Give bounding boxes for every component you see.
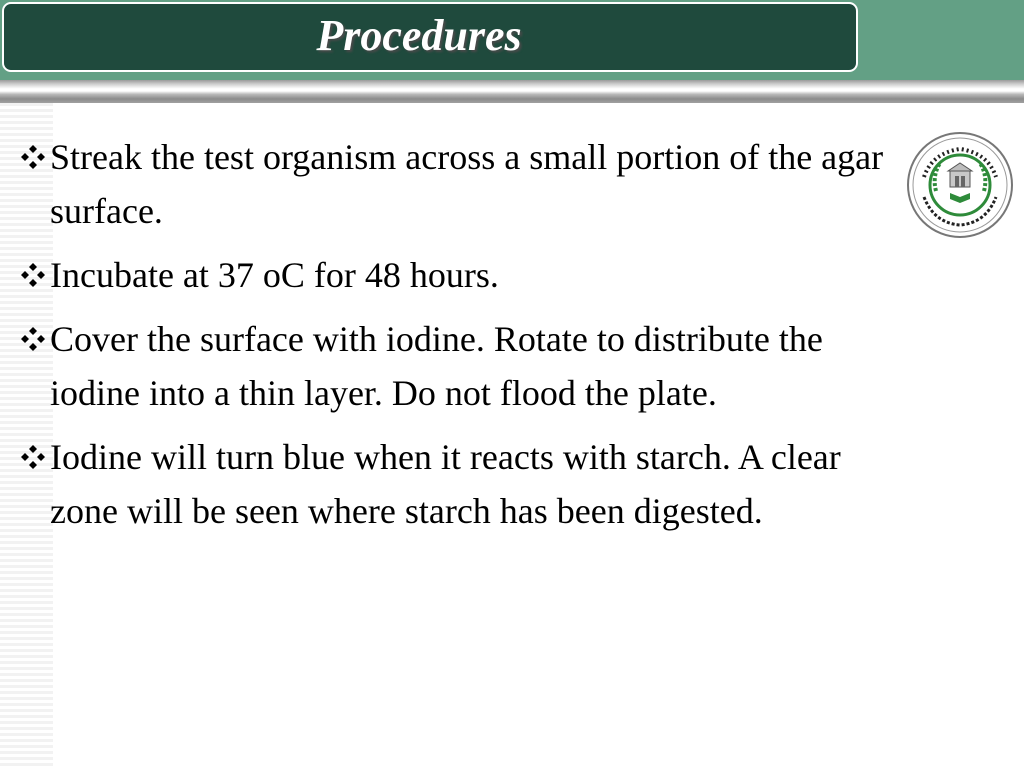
bullet-text: Cover the surface with iodine. Rotate to distribute the iodine into a thin layer. Do not flood the plate.	[50, 319, 823, 413]
bullet-item	[14, 312, 899, 420]
bullet-item	[14, 130, 899, 238]
title-band	[0, 0, 1024, 80]
bullet-text: Iodine will turn blue when it reacts with starch. A clear zone will be seen where starch has been digested.	[50, 437, 841, 531]
title-box	[2, 2, 858, 72]
bullet-item	[14, 430, 899, 538]
four-diamond-bullet-icon	[20, 144, 46, 170]
bullet-text: Streak the test organism across a small portion of the agar surface.	[50, 137, 884, 231]
bullet-text: Incubate at 37 oC for 48 hours.	[50, 255, 499, 295]
bullet-list	[14, 130, 899, 548]
university-seal-icon	[906, 131, 1014, 239]
header-divider	[0, 80, 1024, 103]
four-diamond-bullet-icon	[20, 326, 46, 352]
four-diamond-bullet-icon	[20, 262, 46, 288]
slide-title: Procedures	[316, 11, 522, 60]
four-diamond-bullet-icon	[20, 444, 46, 470]
bullet-item	[14, 248, 899, 302]
